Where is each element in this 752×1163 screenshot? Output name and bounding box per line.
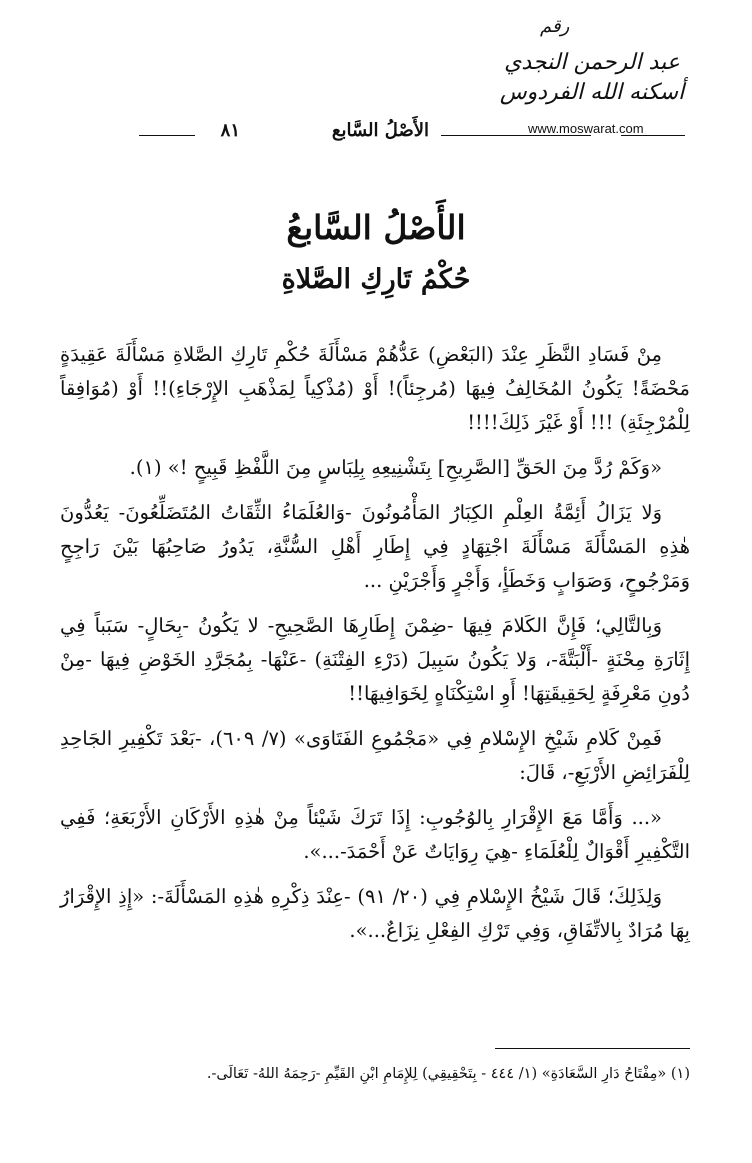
- quote-paragraph: «... وَأَمَّا مَعَ الإِقْرَارِ بِالوُجُوبِ: إِذَا تَرَكَ شَيْئاً مِنْ هٰذِهِ الأَرْكَانِ الأَرْبَعَةِ؛ فَفِي التَّكْفِيرِ أَقْوَالٌ لِلْعُلَمَاءِ -هِيَ رِوَايَاتٌ عَنْ أَحْمَدَ-...».: [60, 806, 690, 863]
- chapter-subtitle: حُكْمُ تَارِكِ الصَّلاةِ: [281, 264, 471, 295]
- stamp-url: www.moswarat.com: [528, 121, 644, 136]
- signature-stamp: [492, 8, 692, 136]
- header-rule-right: [621, 135, 685, 136]
- stamp-raqq: رقم: [540, 16, 570, 37]
- paragraph: «وَكَمْ رُدَّ مِنَ الحَقِّ [الصَّرِيحِ] بِتَشْنِيعِهِ بِلِبَاسٍ مِنَ اللَّفْظِ قَبِيحٍ !» (١).: [129, 456, 662, 479]
- stamp-series: أسكنه الله الفردوس: [499, 80, 685, 105]
- paragraph: وَلا يَزَالُ أَئِمَّةُ العِلْمِ الكِبَارُ المَأْمُونُونَ -وَالعُلَمَاءُ الثِّقَاتُ المُتَضَلِّعُونَ- يَعُدُّونَ هٰذِهِ المَسْأَلَةَ مَسْأَلَةَ اجْتِهَادٍ فِي إِطَارِ أَهْلِ السُّنَّةِ، يَدُورُ صَاحِبُهَا بَيْنَ رَاجِحٍ وَمَرْجُوحٍ، وَصَوَابٍ وَخَطَأٍ، وَأَجْرٍ وَأَجْرَيْنِ ...: [60, 501, 690, 592]
- stamp-name: عبد الرحمن النجدي: [504, 50, 680, 75]
- footnote-rule: [495, 1048, 690, 1049]
- header-rule-left: [139, 135, 195, 136]
- header-rule-middle: [441, 135, 591, 136]
- footnote: (١) «مِفْتَاحُ دَارِ السَّعَادَةِ» (١/ ٤٤٤ - بِتَحْقِيقِي) لِلإِمَامِ ابْنِ القَيِّمِ -رَحِمَهُ اللهُ- تَعَالَى-.: [206, 1066, 690, 1082]
- chapter-title: الأَصْلُ السَّابعُ: [286, 208, 466, 247]
- page-number: ٨١: [220, 120, 240, 141]
- header-title: الأَصْلُ السَّابع: [331, 120, 429, 141]
- paragraph: وَبِالتَّالِي؛ فَإِنَّ الكَلامَ فِيهَا -ضِمْنَ إِطَارِهَا الصَّحِيحِ- لا يَكُونُ -بِحَالٍ- سَبَباً فِي إِثَارَةِ مِحْنَةٍ -أَلْبَتَّةَ-، وَلا يَكُونُ سَبِيلَ (دَرْءِ الفِتْنَةِ) -عَنْهَا- بِمُجَرَّدِ الخَوْضِ فِيهَا -مِنْ دُونِ مَعْرِفَةٍ لِحَقِيقَتِهَا! أَوِ اسْتِكْنَاهٍ لِخَوَافِيهَا!!: [60, 614, 690, 705]
- running-header: [70, 118, 685, 148]
- paragraph: وَلِذَلِكَ؛ قَالَ شَيْخُ الإِسْلامِ فِي (٢٠/ ٩١) -عِنْدَ ذِكْرِهِ هٰذِهِ المَسْأَلَةَ-: «إِذِ الإِقْرَارُ بِهَا مُرَادٌ بِالاتِّفَاقِ، وَفِي تَرْكِ الفِعْلِ نِزَاعٌ...».: [60, 885, 690, 942]
- paragraph: فَمِنْ كَلامِ شَيْخِ الإِسْلامِ فِي «مَجْمُوعِ الفَتَاوَى» (٧/ ٦٠٩)، -بَعْدَ تَكْفِيرِ الجَاحِدِ لِلْفَرَائِضِ الأَرْبَعِ-، قَالَ:: [60, 727, 690, 784]
- paragraph: مِنْ فَسَادِ النَّظَرِ عِنْدَ (البَعْضِ) عَدُّهُمْ مَسْأَلَةَ حُكْمِ تَارِكِ الصَّلاةِ مَسْأَلَةَ عَقِيدَةٍ مَحْضَةً! يَكُونُ المُخَالِفُ فِيهَا (مُرجِئاً)! أَوْ (مُذْكِياً لِمَذْهَبِ الإِرْجَاءِ)!! أَوْ (مُوَافِقاً لِلْمُرْجِئَةِ) !!! أَوْ غَيْرَ ذَلِكَ!!!!: [60, 343, 690, 434]
- body-text: [60, 338, 690, 959]
